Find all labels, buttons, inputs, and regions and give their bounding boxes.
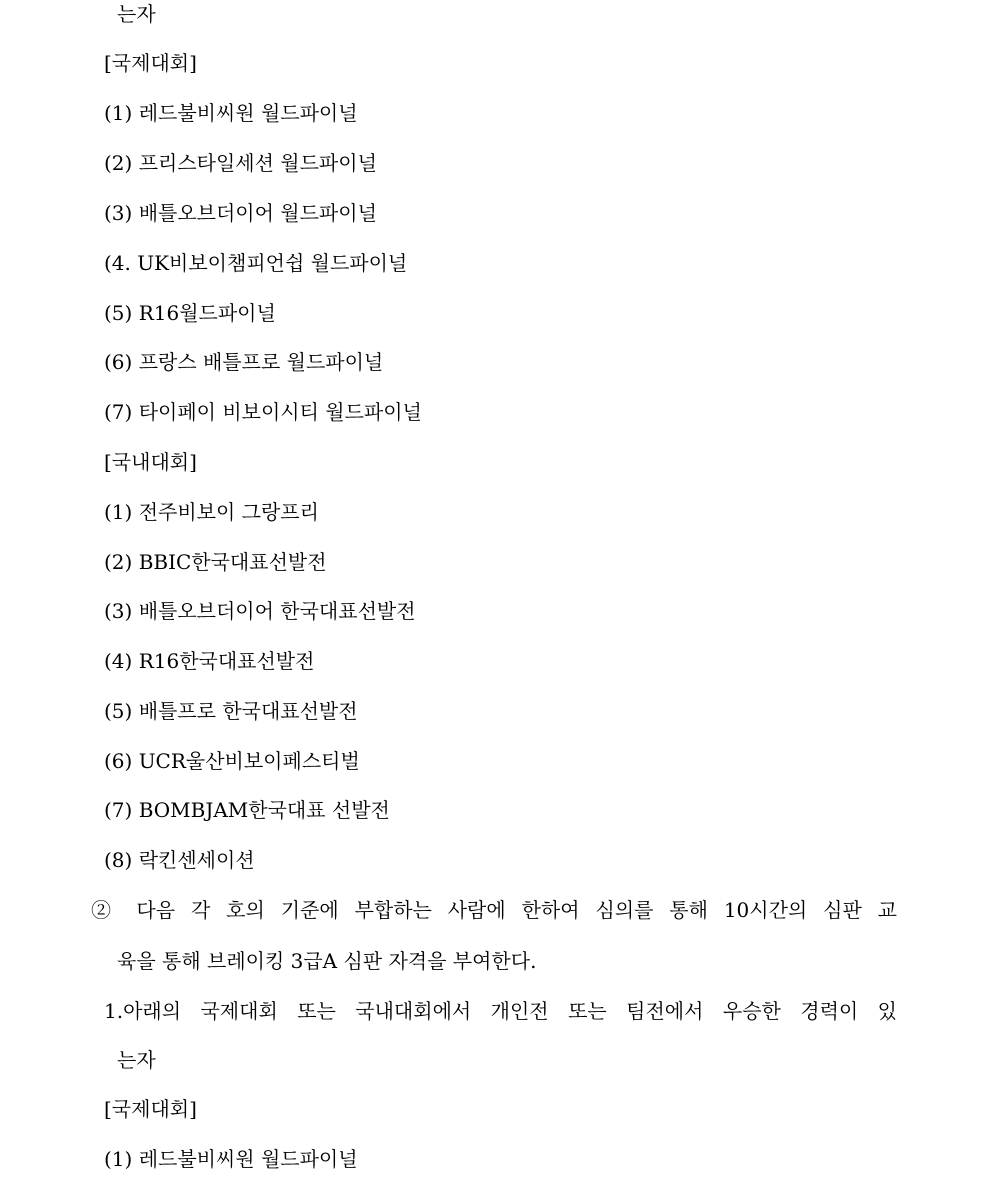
domestic-heading: [국내대회] — [104, 450, 197, 474]
list-item: (2) BBIC한국대표선발전 — [104, 550, 327, 574]
list-item: (6) 프랑스 배틀프로 월드파이널 — [104, 350, 384, 374]
list-item: (6) UCR울산비보이페스티벌 — [104, 749, 360, 773]
continuation-text: 는자 — [117, 2, 156, 26]
intl-heading: [국제대회] — [104, 51, 197, 75]
list-item: (5) R16월드파이널 — [104, 301, 276, 325]
list-item: (1) 레드불비씨원 월드파이널 — [104, 101, 358, 125]
list-item: (7) BOMBJAM한국대표 선발전 — [104, 798, 390, 822]
list-item: (1) 전주비보이 그랑프리 — [104, 500, 319, 524]
paragraph-2-line-1: ② 다음 각 호의 기준에 부합하는 사람에 한하여 심의를 통해 10시간의 심판 교 — [91, 898, 897, 922]
intl-heading-2: [국제대회] — [104, 1097, 197, 1121]
list-item: (4. UK비보이챔피언쉽 월드파이널 — [104, 251, 408, 275]
paragraph-2-line-2: 육을 통해 브레이킹 3급A 심판 자격을 부여한다. — [117, 949, 537, 973]
list-item: (8) 락킨센세이션 — [104, 848, 255, 872]
list-item: (5) 배틀프로 한국대표선발전 — [104, 699, 358, 723]
list-item: (1) 레드불비씨원 월드파이널 — [104, 1147, 358, 1171]
list-item: (2) 프리스타일세션 월드파이널 — [104, 151, 377, 175]
clause-1-line-2: 는자 — [117, 1048, 156, 1072]
list-item: (4) R16한국대표선발전 — [104, 649, 315, 673]
clause-1-line-1: 1.아래의 국제대회 또는 국내대회에서 개인전 또는 팀전에서 우승한 경력이 있 — [104, 999, 897, 1023]
list-item: (7) 타이페이 비보이시티 월드파이널 — [104, 400, 422, 424]
list-item: (3) 배틀오브더이어 한국대표선발전 — [104, 599, 416, 623]
list-item: (3) 배틀오브더이어 월드파이널 — [104, 201, 377, 225]
